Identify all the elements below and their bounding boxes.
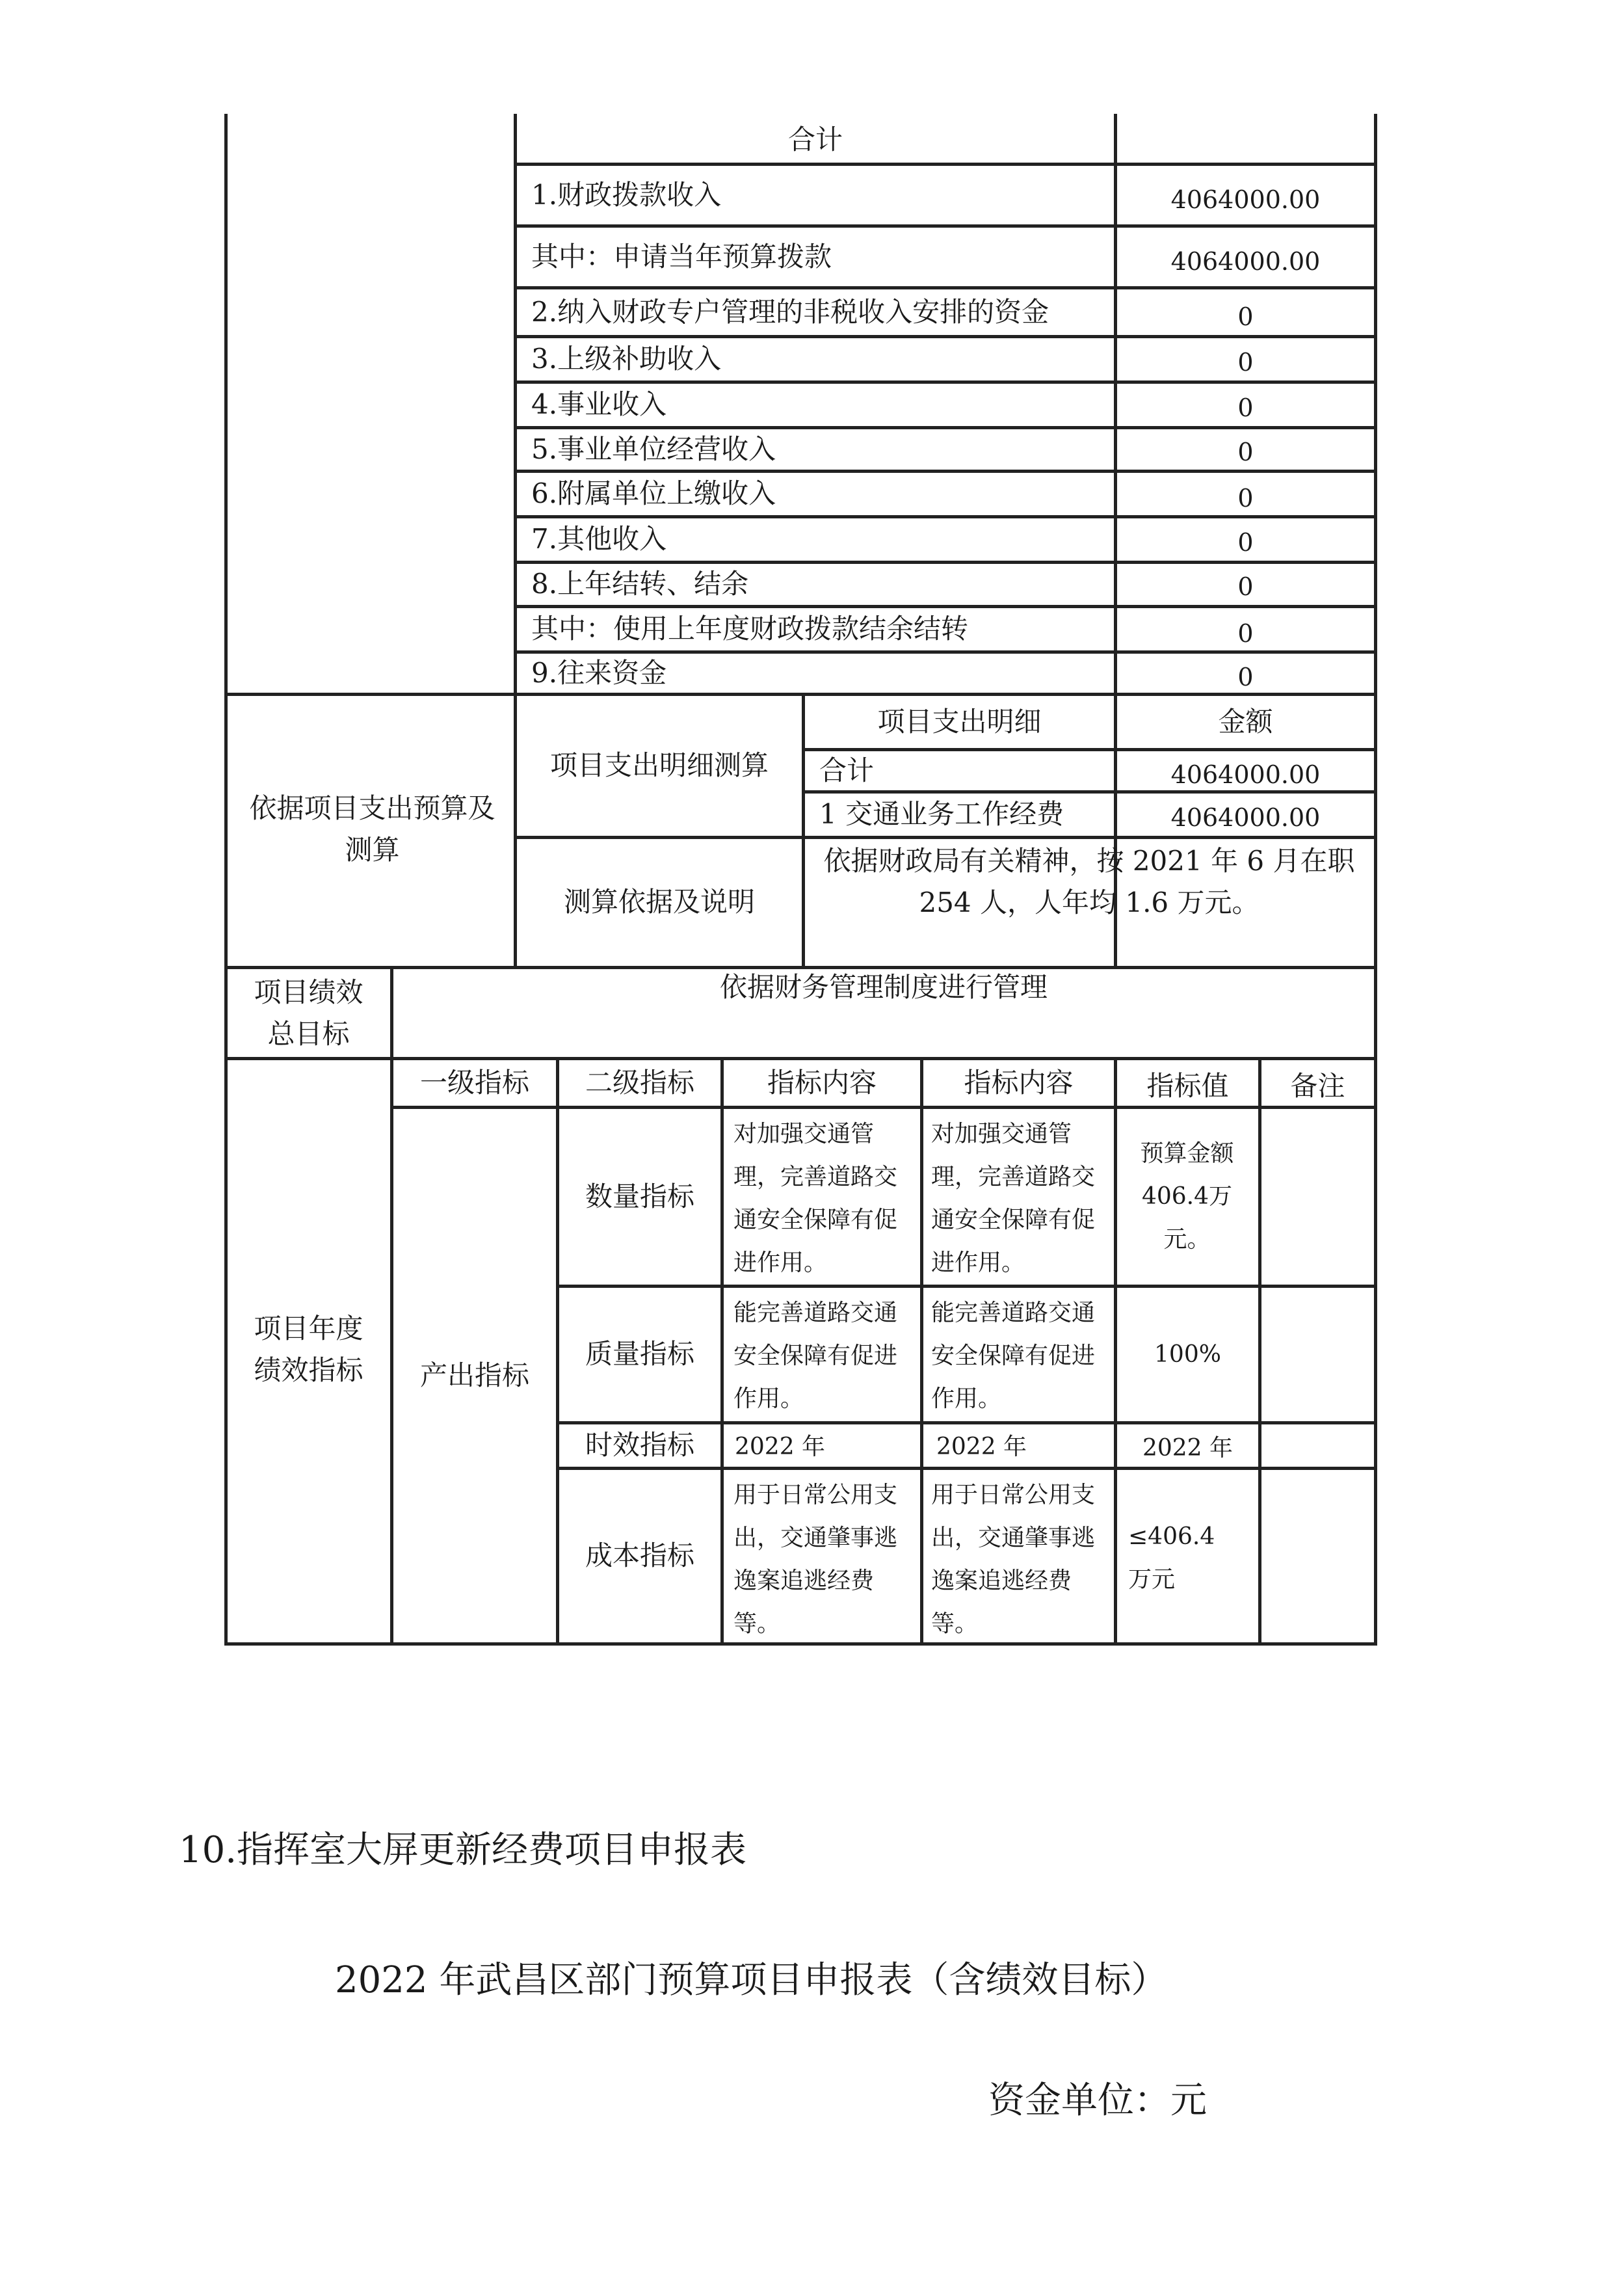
indicator-content: 能完善道路交通安全保障有促进作用。 (733, 1300, 898, 1412)
table-border (1374, 966, 1377, 1060)
income-row-value: 0 (1237, 663, 1254, 692)
indicator-level2: 时效指标 (585, 1429, 694, 1462)
currency-unit: 资金单位：元 (988, 2079, 1207, 2122)
indicator-value: 100% (1154, 1341, 1221, 1368)
income-row-value: 4064000.00 (1170, 185, 1321, 214)
income-row-value: 0 (1237, 528, 1254, 557)
income-row-value: 0 (1237, 394, 1254, 423)
income-row-value: 0 (1237, 619, 1254, 648)
indicator-content: 对加强交通管理，完善道路交通安全保障有促进作用。 (733, 1121, 898, 1276)
table-border (802, 836, 805, 966)
indicator-header: 指标内容 (964, 1066, 1074, 1099)
budget-basis-section-label: 依据项目支出预算及测算 (249, 792, 495, 866)
indicator-header: 指标值 (1146, 1069, 1229, 1102)
indicator-content: 2022 年 (936, 1434, 1027, 1461)
indicator-content: 用于日常公用支出，交通肇事逃逸案追逃经费等。 (931, 1482, 1096, 1637)
indicator-level2: 质量指标 (585, 1338, 694, 1370)
overall-goal-text: 依据财务管理制度进行管理 (719, 971, 1048, 1003)
indicator-header: 二级指标 (585, 1066, 694, 1099)
budget-item-value: 4064000.00 (1170, 803, 1321, 833)
income-row-value: 0 (1237, 348, 1254, 377)
budget-total-value: 4064000.00 (1170, 760, 1321, 790)
indicator-header: 备注 (1290, 1069, 1345, 1102)
income-row-value: 0 (1237, 438, 1254, 467)
income-row-label: 9.往来资金 (531, 656, 667, 689)
income-row-value: 0 (1237, 302, 1254, 331)
income-row-label: 其中：使用上年度财政拨款结余结转 (531, 613, 969, 645)
indicator-content: 能完善道路交通安全保障有促进作用。 (931, 1300, 1096, 1412)
table-border (920, 1057, 923, 1646)
indicator-note (1261, 1288, 1374, 1421)
income-row-label: 7.其他收入 (531, 523, 667, 555)
income-row-label: 1.财政拨款收入 (531, 178, 722, 211)
budget-col-item-header: 项目支出明细 (877, 705, 1042, 738)
income-row-value: 4064000.00 (1170, 247, 1321, 276)
indicator-content: 对加强交通管理，完善道路交通安全保障有促进作用。 (931, 1121, 1096, 1276)
table-border (224, 966, 1377, 969)
income-total-label: 合计 (787, 123, 843, 155)
annual-indicators-label: 项目年度绩效指标 (254, 1313, 363, 1386)
income-row-label: 6.附属单位上缴收入 (531, 477, 776, 510)
table-border (1374, 1057, 1377, 1646)
budget-detail-label: 项目支出明细测算 (549, 749, 769, 782)
budget-basis-text: 依据财政局有关精神，按 2021 年 6 月在职 254 人，人年均 1.6 万元。 (823, 845, 1355, 918)
income-row-value: 0 (1237, 572, 1254, 602)
form-title: 2022 年武昌区部门预算项目申报表（含绩效目标） (335, 1959, 1168, 2001)
budget-total-label: 合计 (819, 754, 875, 786)
indicator-level2: 数量指标 (585, 1180, 694, 1212)
income-row-label: 3.上级补助收入 (531, 343, 722, 375)
indicator-content: 2022 年 (735, 1434, 826, 1461)
table-border (224, 114, 228, 1646)
indicator-note (1261, 1109, 1374, 1285)
budget-col-amount-header: 金额 (1218, 705, 1273, 738)
income-row-label: 5.事业单位经营收入 (531, 433, 776, 465)
indicator-header: 一级指标 (419, 1066, 529, 1099)
table-border (720, 1057, 724, 1646)
budget-basis-label: 测算依据及说明 (563, 886, 755, 918)
income-row-label: 2.纳入财政专户管理的非税收入安排的资金 (531, 295, 1049, 328)
indicator-value: ≤406.4万元 (1128, 1523, 1215, 1593)
income-row-value: 0 (1237, 484, 1254, 513)
income-row-label: 4.事业收入 (531, 388, 667, 421)
income-row-label: 其中：申请当年预算拨款 (531, 240, 832, 273)
indicator-header: 指标内容 (767, 1066, 877, 1099)
indicator-value: 预算金额406.4万元。 (1140, 1140, 1234, 1253)
indicator-note (1261, 1470, 1374, 1642)
income-row-label: 8.上年结转、结余 (531, 568, 749, 600)
indicator-value: 2022 年 (1142, 1435, 1234, 1462)
section-heading: 10.指挥室大屏更新经费项目申报表 (179, 1829, 747, 1871)
indicator-content: 用于日常公用支出，交通肇事逃逸案追逃经费等。 (733, 1482, 898, 1637)
indicator-level2: 成本指标 (585, 1540, 694, 1572)
indicator-level1: 产出指标 (419, 1359, 529, 1391)
indicator-note (1261, 1424, 1374, 1467)
budget-item-label: 1 交通业务工作经费 (819, 798, 1064, 831)
overall-goal-label: 项目绩效总目标 (254, 976, 363, 1050)
